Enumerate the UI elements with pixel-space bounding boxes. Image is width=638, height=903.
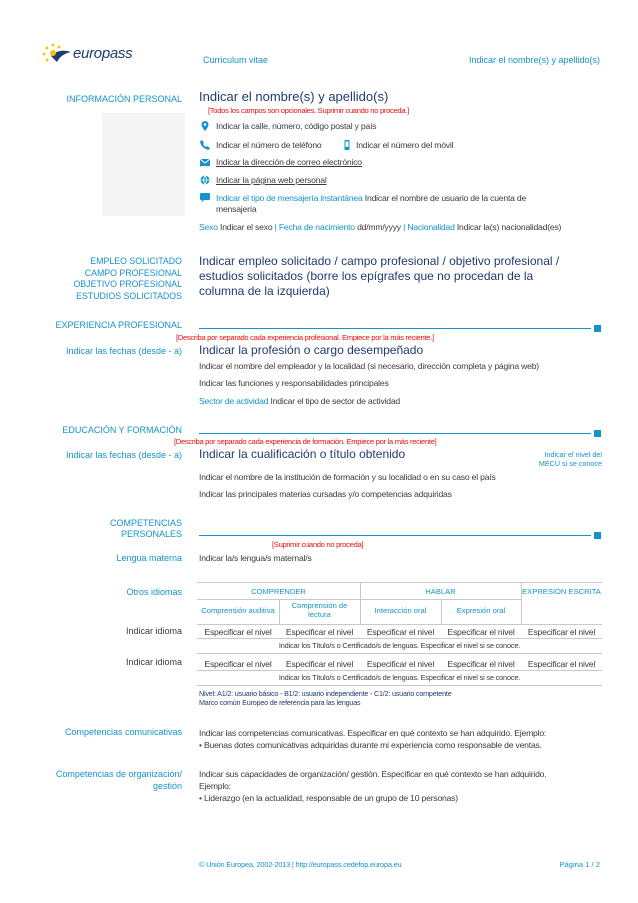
education-subjects: Indicar las principales materias cursadas y/o competencias adquiridas xyxy=(199,489,452,499)
europass-stars-icon xyxy=(37,42,75,66)
org-label xyxy=(56,768,182,792)
comm-text-1: Indicar las competencias comunicativas. Especificar en qué contexto se han adquirido. Ejemplo: xyxy=(199,728,547,738)
sub-reading xyxy=(279,601,360,619)
mother-tongue-value: Indicar la/s lengua/s maternal/s xyxy=(199,553,312,563)
im-line xyxy=(216,193,526,203)
skills-rule-square xyxy=(594,532,601,539)
head-writing: EXPRESIÓN ESCRITA xyxy=(522,587,601,596)
sep-2: | xyxy=(403,222,406,232)
sub-reading-2: lectura xyxy=(308,610,331,619)
education-label: EDUCACIÓN Y FORMACIÓN xyxy=(62,425,182,435)
job-label-1: EMPLEO SOLICITADO xyxy=(90,256,182,266)
education-qualification: Indicar la cualificación o título obtenido xyxy=(199,447,406,461)
org-label-2: gestión xyxy=(152,781,182,791)
mother-tongue-label: Lengua materna xyxy=(116,553,182,563)
im-user: Indicar el nombre de usuario de la cuenta de xyxy=(364,193,527,203)
sub-interaction: Interacción oral xyxy=(374,606,427,615)
levels-note: Nivel: A1/2: usuario básico - B1/2: usuario independiente - C1/2: usuario competente xyxy=(199,689,452,698)
row-2-bottom xyxy=(197,685,602,686)
comm-label: Competencias comunicativas xyxy=(64,727,182,737)
level-1-5: Especificar el nivel xyxy=(527,627,596,637)
row-1-rule xyxy=(197,638,602,639)
education-note: [Describa por separado cada experiencia de formación. Empiece por la más reciente] xyxy=(174,437,437,446)
job-text-2: estudios solicitados (borre los epígrafes que no procedan de la xyxy=(199,269,534,283)
row-2-rule xyxy=(197,670,602,671)
experience-duties: Indicar las funciones y responsabilidades principales xyxy=(199,378,389,388)
job-label-3: OBJETIVO PROFESIONAL xyxy=(73,279,182,289)
sep-1: | xyxy=(274,222,277,232)
experience-note: [Describa por separado cada experiencia profesional. Empiece por la más reciente.] xyxy=(176,333,434,342)
phone-icon xyxy=(200,140,210,150)
footer-copyright: © Unión Europea, 2002-2013 | http://europass.cedefop.europa.eu xyxy=(199,860,402,869)
job-label-4: ESTUDIOS SOLICITADOS xyxy=(76,290,182,301)
org-label-1: Competencias de organización/ xyxy=(55,769,182,779)
personal-details-line xyxy=(199,222,561,232)
job-label-2: CAMPO PROFESIONAL xyxy=(84,267,182,278)
birth-label: Fecha de nacimiento xyxy=(278,222,355,232)
level-2-3: Especificar el nivel xyxy=(366,659,435,669)
sector-label: Sector de actividad xyxy=(199,396,269,406)
header-name: Indicar el nombre(s) y apellido(s) xyxy=(468,55,600,65)
web[interactable]: Indicar la página web personal xyxy=(216,175,327,185)
education-dates: Indicar las fechas (desde - a) xyxy=(65,450,182,460)
im-type: Indicar el tipo de mensajería instantánea xyxy=(216,193,363,203)
head-speaking: HABLAR xyxy=(425,587,456,596)
personal-note: [Todos los campos son opcionales. Suprimir cuando no proceda.] xyxy=(208,106,409,115)
eqf-level-2: MECU si se conoce xyxy=(538,459,602,468)
education-institution: Indicar el nombre de la institución de formación y su localidad o en su caso el país xyxy=(199,472,496,482)
sub-production: Expresión oral xyxy=(456,606,506,615)
level-2-2: Especificar el nivel xyxy=(285,659,354,669)
job-text-3: columna de la izquierda) xyxy=(199,284,330,298)
comm-text xyxy=(199,727,546,751)
experience-dates: Indicar las fechas (desde - a) xyxy=(65,346,182,356)
location-pin-icon xyxy=(200,121,210,131)
mobile-icon xyxy=(342,140,352,150)
cert-2: Indicar los Título/s o Certificado/s de lenguas. Especificar el nivel si se conoce. xyxy=(278,673,521,682)
grid-head-bottom xyxy=(197,624,602,625)
skills-note: [Suprimir cuando no proceda] xyxy=(272,540,364,549)
sex-label: Sexo xyxy=(199,222,218,232)
level-1-1: Especificar el nivel xyxy=(204,627,272,637)
birth-value: dd/mm/yyyy xyxy=(357,222,401,232)
europass-logo-text: europass xyxy=(73,45,133,62)
email[interactable]: Indicar la dirección de correo electrónico xyxy=(216,157,362,167)
phone: Indicar el número de teléfono xyxy=(216,140,322,150)
level-1-4: Especificar el nivel xyxy=(447,627,515,637)
row-1-bottom xyxy=(197,653,602,654)
chat-icon xyxy=(200,193,210,203)
skills-label-1: COMPETENCIAS xyxy=(109,518,182,528)
org-text-2: Ejemplo: xyxy=(199,781,231,791)
im-user-cont: mensajería xyxy=(216,204,257,214)
lang-row-2-label: Indicar idioma xyxy=(125,657,182,667)
experience-rule xyxy=(199,328,591,329)
address: Indicar la calle, número, código postal y país xyxy=(216,121,377,131)
experience-position: Indicar la profesión o cargo desempeñado xyxy=(199,343,424,357)
photo-placeholder xyxy=(102,113,185,216)
footer-page: Página 1 / 2 xyxy=(559,860,600,869)
level-2-5: Especificar el nivel xyxy=(527,659,596,669)
skills-rule xyxy=(199,535,591,536)
job-text xyxy=(199,254,559,299)
sub-listening: Comprensión auditiva xyxy=(201,606,275,615)
grid-mid-rule xyxy=(197,599,521,600)
sector-value: Indicar el tipo de sector de actividad xyxy=(270,396,401,406)
europass-logo xyxy=(37,42,147,66)
globe-icon xyxy=(200,175,210,185)
email-icon xyxy=(200,157,210,167)
org-text-3: • Liderazgo (en la actualidad, responsable de un grupo de 10 personas) xyxy=(199,793,458,803)
experience-label: EXPERIENCIA PROFESIONAL xyxy=(55,320,182,330)
level-2-1: Especificar el nivel xyxy=(204,659,272,669)
skills-label xyxy=(110,518,182,540)
personal-name: Indicar el nombre(s) y apellido(s) xyxy=(199,89,389,104)
framework-note: Marco común Europeo de referencia para las lenguas xyxy=(199,698,361,707)
skills-label-2: PERSONALES xyxy=(120,529,182,539)
mobile: Indicar el número del móvil xyxy=(356,140,454,150)
experience-rule-square xyxy=(594,325,601,332)
job-text-1: Indicar empleo solicitado / campo profesional / objetivo profesional / xyxy=(199,254,560,268)
level-1-2: Especificar el nivel xyxy=(285,627,354,637)
level-1-3: Especificar el nivel xyxy=(366,627,435,637)
education-rule-square xyxy=(594,430,601,437)
other-languages-label: Otros idiomas xyxy=(126,587,182,597)
level-2-4: Especificar el nivel xyxy=(447,659,515,669)
sex-value: Indicar el sexo xyxy=(220,222,273,232)
nat-value: Indicar la(s) nacionalidad(es) xyxy=(456,222,562,232)
education-rule xyxy=(199,433,591,434)
head-understanding: COMPRENDER xyxy=(251,587,306,596)
eqf-level-1: Indicar el nivel del xyxy=(544,450,602,459)
lang-row-1-label: Indicar idioma xyxy=(125,626,182,636)
comm-text-2: • Buenas dotes comunicativas adquiridas durante mi experiencia como responsable de ventas. xyxy=(199,740,542,750)
job-label xyxy=(73,256,182,302)
nat-label: Nacionalidad xyxy=(407,222,455,232)
experience-employer: Indicar el nombre del empleador y la localidad (si necesario, dirección completa y página web) xyxy=(199,361,539,371)
cert-1: Indicar los Título/s o Certificado/s de lenguas. Especificar el nivel si se conoce. xyxy=(278,641,521,650)
personal-info-label: INFORMACIÓN PERSONAL xyxy=(66,94,182,104)
language-grid xyxy=(197,582,602,690)
experience-sector xyxy=(199,396,400,406)
eqf-level xyxy=(539,450,602,468)
levels-legend xyxy=(199,689,452,707)
org-text xyxy=(199,768,546,804)
doc-type: Curriculum vitae xyxy=(203,55,269,65)
org-text-1: Indicar sus capacidades de organización/ gestión. Especificar en qué contexto se han adquirido. xyxy=(199,769,547,779)
sub-reading-1: Comprensión de xyxy=(291,601,348,610)
grid-top-rule xyxy=(197,582,602,583)
